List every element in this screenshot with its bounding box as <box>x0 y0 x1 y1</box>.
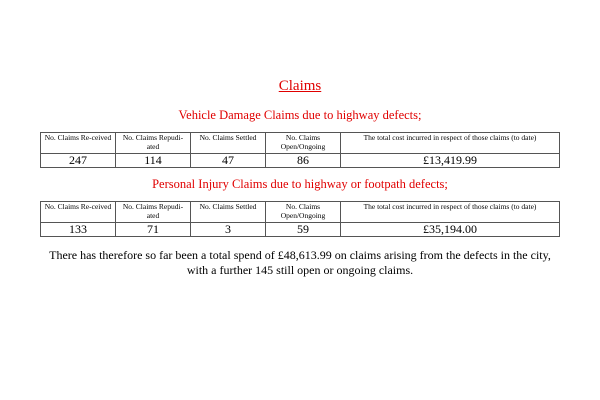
claims-open-value: 59 <box>266 223 341 237</box>
vehicle-damage-heading: Vehicle Damage Claims due to highway defects; <box>178 108 422 122</box>
column-header: No. Claims Open/Ongoing <box>266 202 341 223</box>
summary-paragraph: There has therefore so far been a total spend of £48,613.99 on claims arising from the defects in the city, with a further 145 still open or ongoing claims. <box>49 248 551 277</box>
column-header: The total cost incurred in respect of those claims (to date) <box>341 202 560 223</box>
claims-received-value: 133 <box>41 223 116 237</box>
claims-received-value: 247 <box>41 154 116 168</box>
total-cost-value: £35,194.00 <box>341 223 560 237</box>
column-header: No. Claims Settled <box>191 202 266 223</box>
claims-repudiated-value: 114 <box>116 154 191 168</box>
column-header: No. Claims Repudi-ated <box>116 202 191 223</box>
claims-settled-value: 3 <box>191 223 266 237</box>
claims-repudiated-value: 71 <box>116 223 191 237</box>
personal-injury-table <box>40 201 560 237</box>
claims-open-value: 86 <box>266 154 341 168</box>
total-cost-value: £13,419.99 <box>341 154 560 168</box>
column-header: The total cost incurred in respect of those claims (to date) <box>341 133 560 154</box>
vehicle-damage-table <box>40 132 560 168</box>
table-row <box>41 154 560 168</box>
table-header-row <box>41 133 560 154</box>
table-header-row <box>41 202 560 223</box>
column-header: No. Claims Re-ceived <box>41 133 116 154</box>
column-header: No. Claims Open/Ongoing <box>266 133 341 154</box>
column-header: No. Claims Re-ceived <box>41 202 116 223</box>
page-title: Claims <box>278 78 322 94</box>
table-row <box>41 223 560 237</box>
column-header: No. Claims Settled <box>191 133 266 154</box>
column-header: No. Claims Repudi-ated <box>116 133 191 154</box>
claims-settled-value: 47 <box>191 154 266 168</box>
personal-injury-heading: Personal Injury Claims due to highway or footpath defects; <box>152 177 448 191</box>
